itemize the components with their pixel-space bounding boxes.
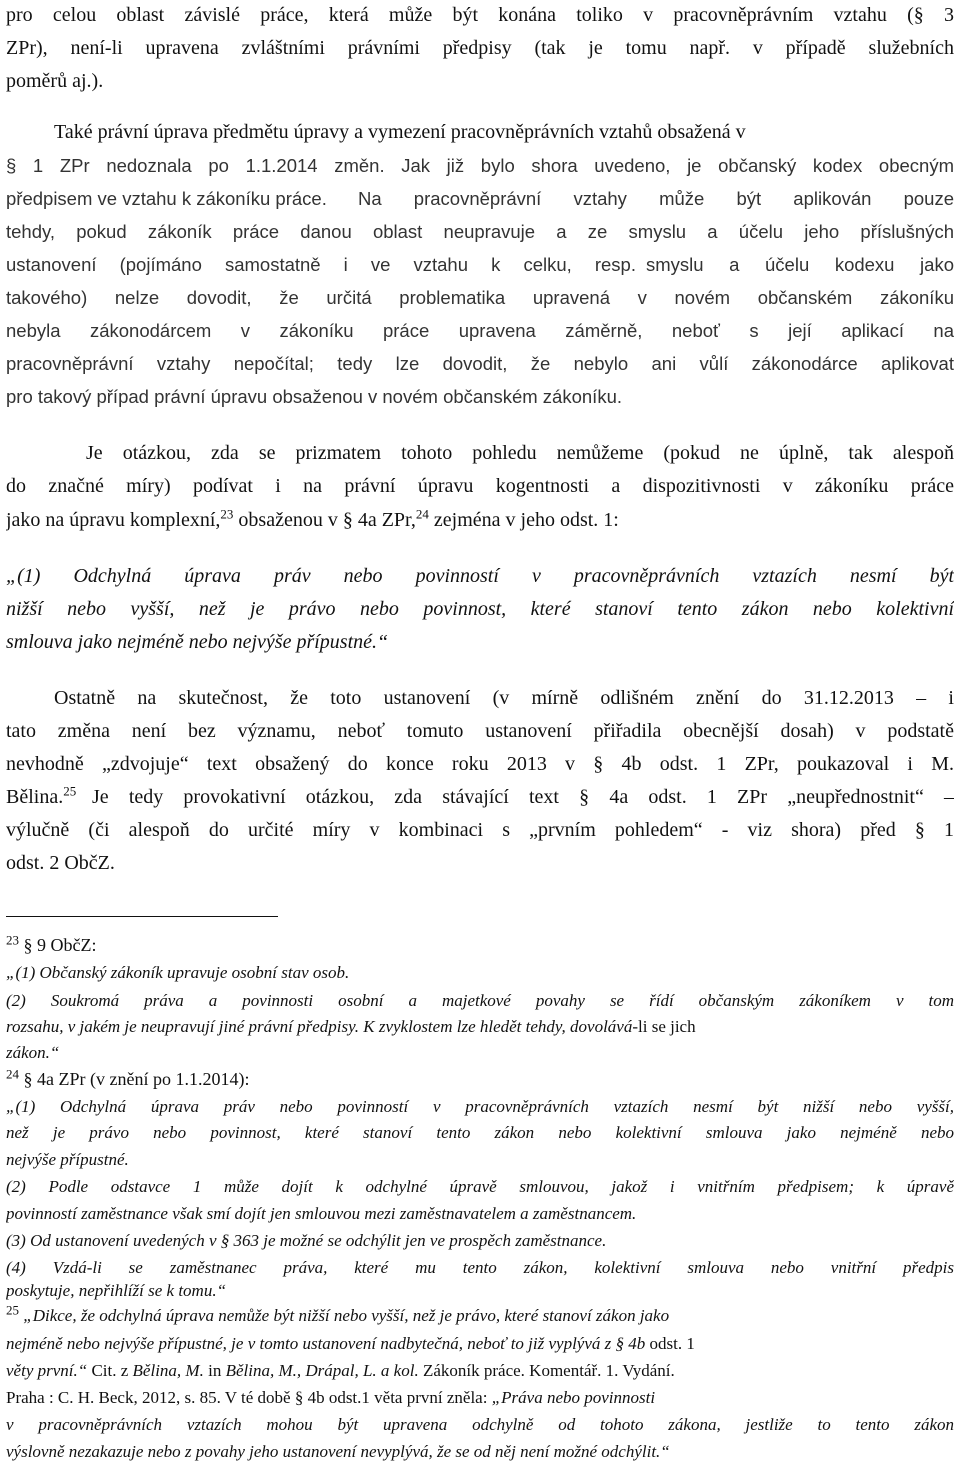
footnote-24-number: 24	[6, 1068, 19, 1082]
paragraph-2-line-5a: ustanovení (pojímáno samostatně i ve vztahu k celku, resp.	[6, 254, 636, 275]
paragraph-4-line-2: tato změna není bez významu, neboť tomuto ustanovení přiřadila obecnější dosah) v podstatě	[6, 720, 954, 742]
paragraph-4-line-4b: Je tedy provokativní otázkou, zda stávající text § 4a odst. 1 ZPr „neupřednostnit“ –	[92, 786, 954, 808]
footnote-25-text-4b: „Práva nebo povinnosti	[491, 1388, 656, 1407]
paragraph-3-text-b: obsaženou v § 4a ZPr,	[233, 509, 416, 531]
footnote-ref-24[interactable]: 24	[415, 507, 429, 522]
footnote-25-text-2b: odst. 1	[645, 1334, 695, 1353]
paragraph-3-line-1: Je otázkou, zda se prizmatem tohoto pohledu nemůžeme (pokud ne úplně, tak alespoň	[86, 442, 954, 464]
quote-line-2: nižší nebo vyšší, než je právo nebo povinnost, které stanoví tento zákon nebo kolektivní	[6, 598, 954, 620]
footnote-23-title: § 9 ObčZ:	[19, 935, 97, 955]
footnote-24-line-2: než je právo nebo povinnost, které stanoví tento zákon nebo kolektivní smlouva jako nejméně nebo	[6, 1123, 954, 1142]
footnote-23-number: 23	[6, 934, 19, 948]
footnote-23-line-3-tail: -li se jich	[632, 1017, 696, 1036]
footnote-23-line-3-italic: rozsahu, v jakém je neupravují jiné právní předpisy. K zvyklostem lze hledět tehdy, dovolává	[6, 1017, 633, 1036]
paragraph-4-line-3: nevhodně „zdvojuje“ text obsažený do konce roku 2013 v § 4b odst. 1 ZPr, poukazoval i M.	[6, 753, 954, 775]
footnote-24-title: § 4a ZPr (v znění po 1.1.2014):	[19, 1069, 250, 1089]
footnote-25-line-3	[6, 1360, 954, 1382]
footnote-ref-23[interactable]: 23	[220, 507, 234, 522]
paragraph-2-line-2: § 1 ZPr nedoznala po 1.1.2014 změn. Jak již bylo shora uvedeno, je občanský kodex obecným	[6, 155, 954, 176]
paragraph-2-line-6: takového) nelze dovodit, že určitá problematika upravená v novém občanském zákoníku	[6, 287, 954, 308]
footnote-23-line-1: „(1) Občanský zákoník upravuje osobní stav osob.	[6, 963, 350, 982]
footnote-ref-25[interactable]: 25	[63, 784, 76, 799]
paragraph-4-line-5: výlučně (či alespoň do určité míry v kombinaci s „prvním pohledem“ - viz shora) před § 1	[6, 819, 954, 841]
paragraph-2-line-1: Také právní úprava předmětu úpravy a vymezení pracovněprávních vztahů obsažená v	[54, 121, 746, 143]
paragraph-2-line-9: pro takový případ právní úpravu obsaženou v novém občanském zákoníku.	[6, 386, 622, 407]
footnote-25-text-4a: Praha : C. H. Beck, 2012, s. 85. V té době § 4b odst.1 věta první zněla:	[6, 1388, 492, 1407]
footnote-25-text-3b: Cit. z	[87, 1361, 133, 1380]
quote-line-3: smlouva jako nejméně nebo nejvýše přípustné.“	[6, 631, 389, 653]
paragraph-4-line-6: odst. 2 ObčZ.	[6, 852, 115, 874]
footnote-separator	[6, 916, 278, 917]
footnote-25-text-3e: Bělina, M., Drápal, L. a kol.	[225, 1361, 419, 1380]
footnote-25-text-3f: Zákoník práce. Komentář. 1. Vydání.	[418, 1361, 675, 1380]
paragraph-3-text-a: jako na úpravu komplexní,	[6, 509, 221, 531]
paragraph-2-line-3b: Na pracovněprávní vztahy může být aplikován pouze	[358, 188, 954, 209]
paragraph-2-line-3a: předpisem ve vztahu k zákoníku práce.	[6, 188, 327, 209]
footnote-25-text-2: nejméně nebo nejvýše přípustné, je v tomto ustanovení nadbytečná, neboť to již vyplývá z § 4b	[6, 1334, 646, 1353]
footnote-24-line-5: povinností zaměstnance však smí dojít jen smlouvou mezi zaměstnavatelem a zaměstnancem.	[6, 1204, 637, 1223]
footnote-24-line-8: poskytuje, nepřihlíží se k tomu.“	[6, 1281, 227, 1300]
paragraph-2-line-4: tehdy, pokud zákoník práce danou oblast neupravuje a ze smyslu a účelu jeho příslušných	[6, 221, 954, 242]
footnote-25-number: 25	[6, 1305, 19, 1318]
footnote-25-line-1	[6, 1305, 954, 1327]
footnote-24-head	[6, 1068, 954, 1091]
paragraph-2-line-5b: smyslu a účelu kodexu jako	[646, 254, 954, 275]
paragraph-4-line-4a	[6, 784, 76, 810]
paragraph-3-line-2: do značné míry) podívat i na právní úpravu kogentnosti a dispozitivnosti v zákoníku práce	[6, 475, 954, 497]
footnote-24-line-7: (4) Vzdá-li se zaměstnanec práva, které mu tento zákon, kolektivní smlouva nebo vnitřní předpis	[6, 1258, 954, 1277]
footnote-23-head	[6, 934, 954, 957]
footnote-24-line-6: (3) Od ustanovení uvedených v § 363 je možné se odchýlit jen ve prospěch zaměstnance.	[6, 1231, 607, 1250]
footnote-25-text-3a: věty první.“	[6, 1361, 88, 1380]
footnote-25-text-3c: Bělina, M.	[132, 1361, 204, 1380]
footnote-25-text-3d: in	[203, 1361, 226, 1380]
footnote-23-line-4: zákon.“	[6, 1043, 60, 1062]
footnote-23-line-3	[6, 1016, 954, 1038]
footnote-23-line-2: (2) Soukromá práva a povinnosti osobní a majetkové povahy se řídí občanským zákoníkem v tom	[6, 991, 954, 1010]
footnote-25-line-5: v pracovněprávních vztazích mohou být upravena odchylně od tohoto zákona, jestliže to tento zákon	[6, 1415, 954, 1434]
footnote-25-line-4	[6, 1387, 954, 1409]
paragraph-4-line-1: Ostatně na skutečnost, že toto ustanovení (v mírně odlišném znění do 31.12.2013 – i	[54, 687, 954, 709]
paragraph-1-line-3: poměrů aj.).	[6, 70, 104, 92]
footnote-25-line-2	[6, 1333, 954, 1355]
paragraph-2-line-7: nebyla zákonodárcem v zákoníku práce upravena záměrně, neboť s její aplikací na	[6, 320, 954, 341]
paragraph-3-text-c: zejména v jeho odst. 1:	[428, 509, 619, 531]
paragraph-3-line-3	[6, 507, 954, 533]
footnote-24-line-3: nejvýše přípustné.	[6, 1150, 129, 1169]
quote-line-1: „(1) Odchylná úprava práv nebo povinností v pracovněprávních vztazích nesmí být	[6, 565, 954, 587]
paragraph-2-line-8: pracovněprávní vztahy nepočítal; tedy lze dovodit, že nebylo ani vůlí zákonodárce aplikovat	[6, 353, 954, 374]
footnote-24-line-4: (2) Podle odstavce 1 může dojít k odchylné úpravě smlouvou, jakož i vnitřním předpisem; k úpravě	[6, 1177, 954, 1196]
paragraph-4-text-a: Bělina.	[6, 786, 64, 808]
paragraph-1-line-2: ZPr), není-li upravena zvláštními právními předpisy (tak je tomu např. v případě služebních	[6, 37, 954, 59]
footnote-25-line-6: výslovně nezakazuje nebo z povahy jeho ustanovení nevyplývá, že se od něj není možné odchýlit.“	[6, 1442, 670, 1461]
footnote-24-line-1: „(1) Odchylná úprava práv nebo povinností v pracovněprávních vztazích nesmí být nižší nebo vyšší,	[6, 1097, 954, 1116]
paragraph-1-line-1: pro celou oblast závislé práce, která může být konána toliko v pracovněprávním vztahu (§ 3	[6, 4, 954, 26]
footnote-25-text-1: „Dikce, že odchylná úprava nemůže být nižší nebo vyšší, než je právo, které stanoví zákon jako	[19, 1306, 670, 1325]
